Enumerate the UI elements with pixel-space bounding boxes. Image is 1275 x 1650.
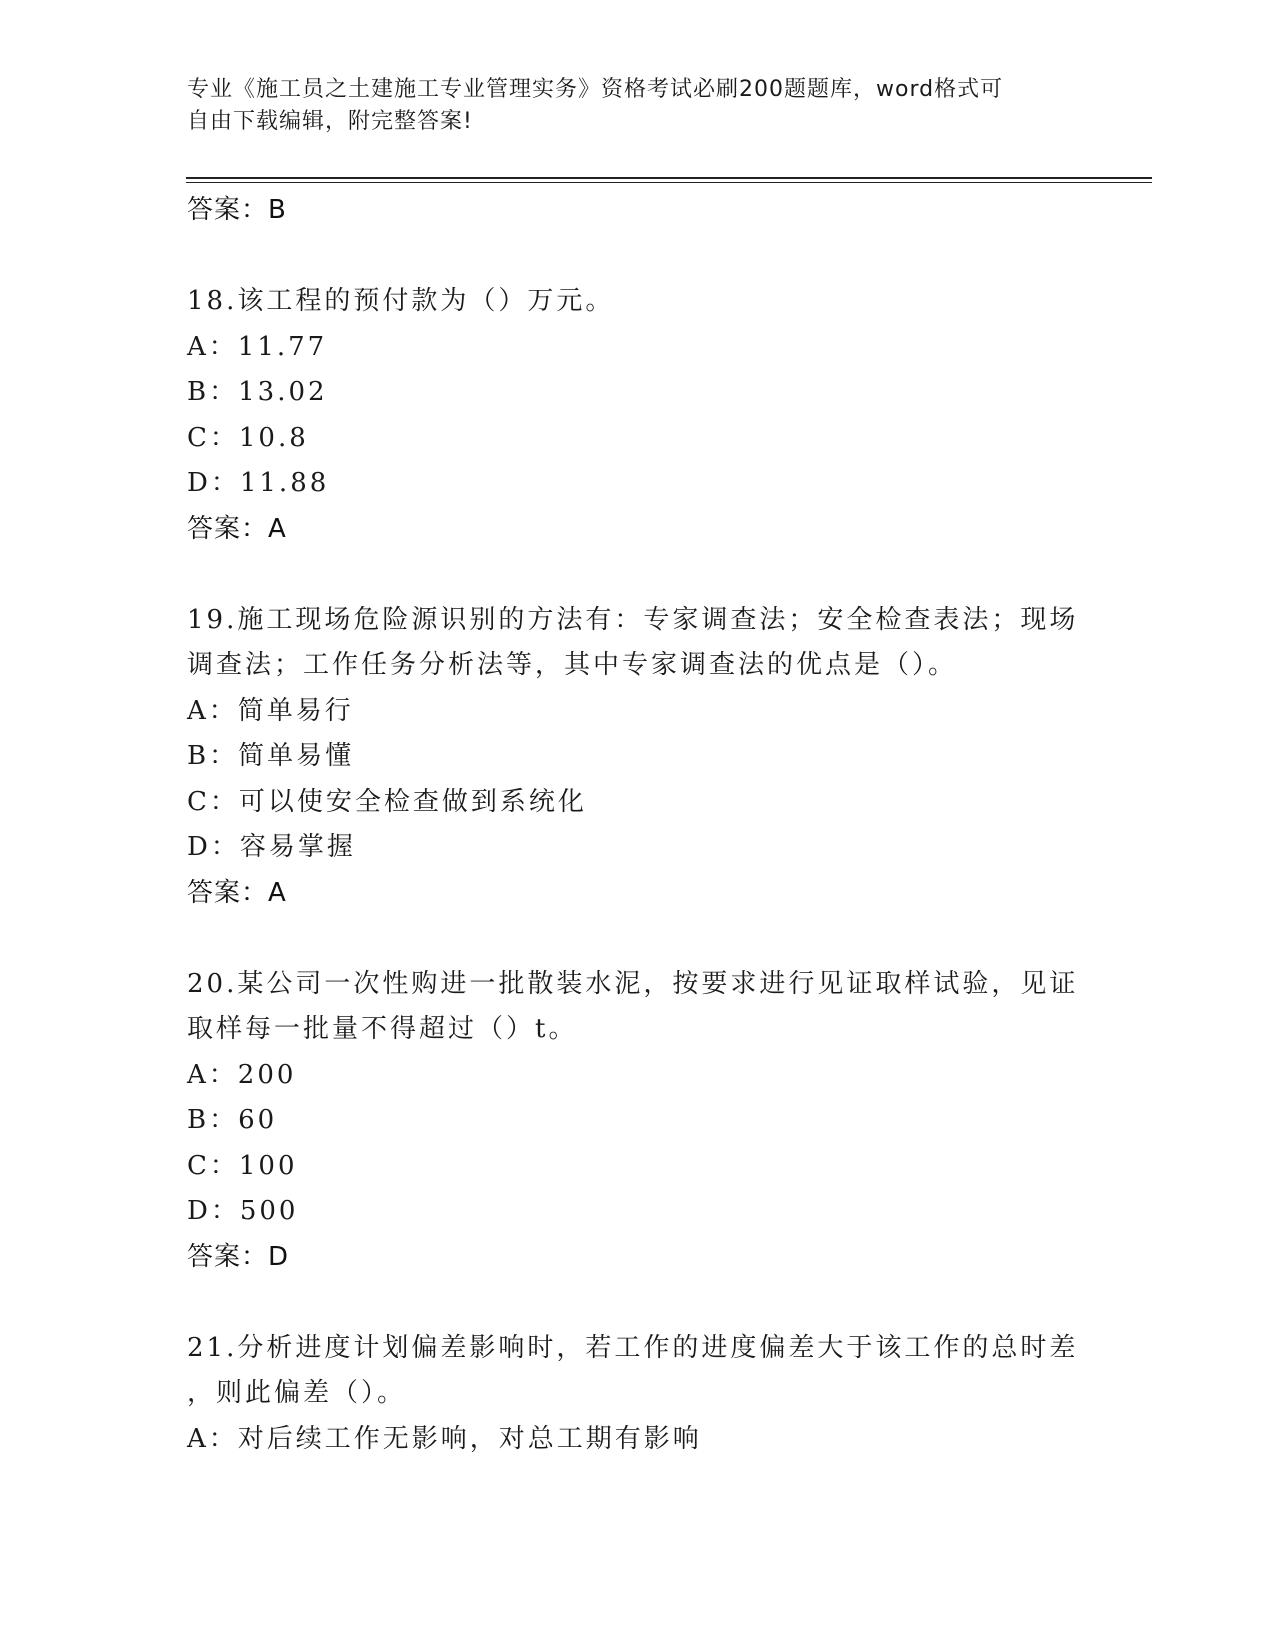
option-c: C：100: [187, 1150, 298, 1181]
answer: 答案：A: [187, 877, 287, 908]
answer: 答案：A: [187, 513, 287, 544]
answer: 答案：D: [187, 1241, 290, 1272]
spacer: [187, 1280, 1087, 1326]
spacer: [187, 552, 1087, 598]
option-d: D：11.88: [187, 468, 330, 498]
document-header: [187, 74, 1067, 138]
question-stem: 20.某公司一次性购进一批散装水泥，按要求进行见证取样试验，见证: [187, 968, 1079, 999]
question-20: [187, 962, 1087, 1281]
question-list: [187, 188, 1087, 1462]
option-a: A：简单易行: [187, 695, 354, 726]
option-b: B：简单易懂: [187, 741, 355, 771]
question-stem-continued: ，则此偏差（）。: [187, 1378, 407, 1408]
question-21: [187, 1326, 1087, 1463]
option-d: D：500: [187, 1196, 299, 1226]
question-stem: 18.该工程的预付款为（）万元。: [187, 286, 615, 316]
spacer: [187, 916, 1087, 962]
question-19: [187, 598, 1087, 917]
question-stem: 21.分析进度计划偏差影响时，若工作的进度偏差大于该工作的总时差: [187, 1332, 1079, 1363]
header-line-1: 专业《施工员之土建施工专业管理实务》资格考试必刷200题题库，word格式可: [187, 77, 1004, 102]
option-c: C：可以使安全检查做到系统化: [187, 786, 587, 817]
spacer: [187, 234, 1087, 280]
question-stem-continued: 调查法；工作任务分析法等，其中专家调查法的优点是（）。: [187, 650, 958, 680]
option-d: D：容易掌握: [187, 832, 356, 862]
option-b: B：13.02: [187, 377, 328, 407]
header-line-2: 自由下载编辑，附完整答案!: [187, 109, 473, 134]
option-c: C：10.8: [187, 422, 309, 453]
option-a: A：200: [187, 1059, 297, 1090]
question-stem: 19.施工现场危险源识别的方法有：专家调查法；安全检查表法；现场: [187, 604, 1079, 635]
header-divider-thick: [186, 177, 1152, 179]
question-stem-continued: 取样每一批量不得超过（）t。: [187, 1014, 578, 1044]
option-a: A：11.77: [187, 331, 328, 362]
previous-answer: 答案：B: [187, 195, 287, 225]
option-b: B：60: [187, 1105, 278, 1135]
option-a: A：对后续工作无影响，对总工期有影响: [187, 1423, 702, 1454]
question-18: [187, 279, 1087, 552]
header-divider-thin: [186, 182, 1152, 183]
